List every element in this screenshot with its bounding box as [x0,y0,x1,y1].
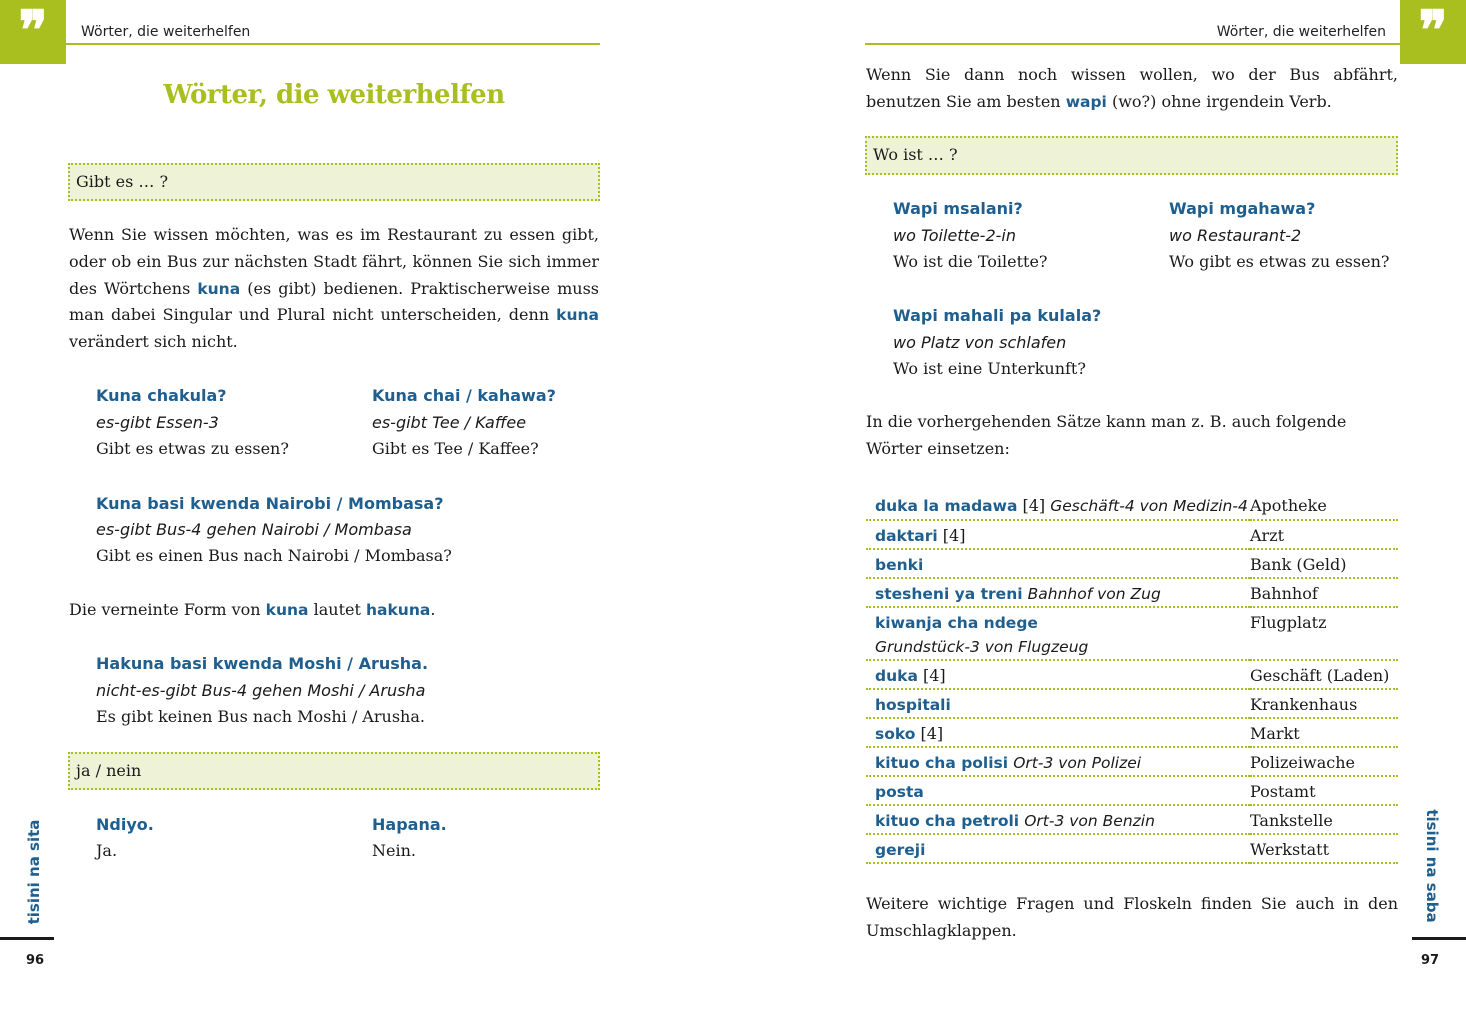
vocab-swahili: kituo cha petroli [875,811,1020,830]
side-label-right: tisini na saba [1423,809,1441,923]
vocab-note: [4] [917,665,946,685]
example-german: Wo ist eine Unterkunft? [893,359,1086,378]
vocab-german: Tankstelle [1250,805,1398,834]
running-header-right: Wörter, die weiterhelfen [1216,24,1386,40]
vocab-row [866,834,1398,863]
intro-paragraph-right: Wenn Sie dann noch wissen wollen, wo der Bus abfährt, benutzen Sie am besten wapi (wo?) ohne irgendein Verb. [866,65,1398,111]
page-number-left: 96 [26,953,45,968]
vocab-row [866,718,1398,747]
vocab-row [866,520,1398,549]
vocab-swahili-cell [866,549,1250,578]
example-german: Gibt es einen Bus nach Nairobi / Mombasa? [96,546,452,565]
example-swahili: Hakuna basi kwenda Moshi / Arusha. [96,654,429,673]
vocab-german: Postamt [1250,776,1398,805]
quote-icon: ❞ [0,0,66,64]
section-box-ja-nein: ja / nein [68,752,600,790]
vocab-german: Polizeiwache [1250,747,1398,776]
example-swahili: Wapi mgahawa? [1169,199,1316,218]
example-german: Ja. [96,841,118,860]
vocab-swahili-cell [866,747,1250,776]
vocab-swahili: duka [875,666,918,685]
vocab-swahili-cell [866,520,1250,549]
vocab-row [866,689,1398,718]
example-swahili: Kuna chai / kahawa? [372,386,556,405]
outro-paragraph: Weitere wichtige Fragen und Floskeln finden Sie auch in den Umschlagklappen. [866,894,1398,940]
example-literal: wo Toilette-2-in [893,226,1016,245]
vocab-swahili: kiwanja cha ndege [875,613,1038,632]
vocab-note: [4] [937,525,966,545]
vocab-german: Werkstatt [1250,834,1398,863]
vocab-row [866,776,1398,805]
vocab-literal: Ort-3 von Benzin [1024,811,1155,830]
vocab-literal: Geschäft-4 von Medizin-4 [1050,497,1248,515]
example-literal: es-gibt Bus-4 gehen Nairobi / Mombasa [96,520,412,539]
example-german: Gibt es etwas zu essen? [96,439,289,458]
negation-paragraph: Die verneinte Form von kuna lautet hakuna. [69,600,436,619]
example-german: Wo gibt es etwas zu essen? [1169,252,1390,271]
vocab-swahili: daktari [875,526,938,545]
vocab-german: Apotheke [1250,491,1398,520]
example-literal: wo Restaurant-2 [1169,226,1302,245]
vocab-swahili: gereji [875,840,926,859]
vocab-swahili-cell [866,660,1250,689]
example-swahili: Kuna basi kwenda Nairobi / Mombasa? [96,494,444,513]
vocab-swahili: kituo cha polisi [875,753,1009,772]
vocab-swahili: soko [875,724,916,743]
intro-paragraph-left: Wenn Sie wissen möchten, was es im Restaurant zu essen gibt, oder ob ein Bus zur nächsten Stadt fährt, können Sie sich immer des Wörtchens kuna (es gibt) bedienen. Praktischerweise muss man dabei Singular und Plural nicht unterscheiden, denn kuna verändert sich nicht. [69,225,599,352]
example-german: Nein. [372,841,416,860]
vocab-swahili-cell [866,718,1250,747]
keyword-kuna: kuna [556,306,599,325]
vocab-swahili: posta [875,782,924,801]
vocab-swahili-cell [866,689,1250,718]
section-box-wo-ist: Wo ist … ? [865,136,1398,175]
vocab-german: Markt [1250,718,1398,747]
page-number-rule-left [0,937,54,940]
quote-icon: ❞ [1400,0,1466,64]
example-swahili: Wapi msalani? [893,199,1023,218]
vocab-german: Bank (Geld) [1250,549,1398,578]
vocab-row [866,491,1398,520]
vocab-row [866,549,1398,578]
vocab-note: [4] [1017,496,1046,515]
example-literal: es-gibt Tee / Kaffee [372,413,527,432]
vocab-german: Geschäft (Laden) [1250,660,1398,689]
example-german: Wo ist die Toilette? [893,252,1048,271]
vocab-row [866,747,1398,776]
vocab-note: [4] [915,723,944,743]
vocab-german: Krankenhaus [1250,689,1398,718]
vocab-literal: Ort-3 von Polizei [1013,753,1142,772]
header-rule-left [66,43,600,45]
keyword-wapi: wapi [1065,92,1107,111]
vocab-swahili-cell [866,834,1250,863]
vocab-table [866,491,1398,864]
header-rule-right [865,43,1400,45]
example-literal: es-gibt Essen-3 [96,413,219,432]
keyword-kuna: kuna [265,601,309,619]
vocab-row [866,578,1398,607]
example-swahili: Hapana. [372,815,447,834]
vocab-swahili: hospitali [875,695,951,714]
vocab-literal: Grundstück-3 von Flugzeug [875,637,1089,656]
example-swahili: Wapi mahali pa kulala? [893,306,1102,325]
vocab-literal: Bahnhof von Zug [1027,584,1161,603]
vocab-row [866,805,1398,834]
page-number-rule-right [1412,937,1466,940]
vocab-german: Flugplatz [1250,607,1398,660]
vocab-swahili: benki [875,555,924,574]
example-swahili: Kuna chakula? [96,386,227,405]
vocab-row [866,607,1398,660]
vocab-swahili: stesheni ya treni [875,584,1023,603]
vocab-intro: In die vorhergehenden Sätze kann man z. B. auch folgende Wörter einsetzen: [866,412,1347,458]
keyword-kuna: kuna [197,279,241,298]
vocab-swahili: duka la madawa [875,497,1018,515]
example-literal: wo Platz von schlafen [893,333,1067,352]
vocab-swahili-cell [866,491,1250,520]
vocab-german: Bahnhof [1250,578,1398,607]
page-title: Wörter, die weiterhelfen [163,80,505,110]
keyword-hakuna: hakuna [365,601,431,619]
side-label-left: tisini na sita [25,819,43,925]
vocab-german: Arzt [1250,520,1398,549]
vocab-swahili-cell [866,578,1250,607]
section-box-gibt-es: Gibt es … ? [68,163,600,201]
page-number-right: 97 [1421,953,1440,968]
example-literal: nicht-es-gibt Bus-4 gehen Moshi / Arusha [96,681,426,700]
vocab-swahili-cell [866,607,1250,660]
example-german: Es gibt keinen Bus nach Moshi / Arusha. [96,707,425,726]
running-header-left: Wörter, die weiterhelfen [81,24,251,40]
vocab-row [866,660,1398,689]
example-swahili: Ndiyo. [96,815,154,834]
vocab-swahili-cell [866,776,1250,805]
example-german: Gibt es Tee / Kaffee? [372,439,539,458]
vocab-swahili-cell [866,805,1250,834]
